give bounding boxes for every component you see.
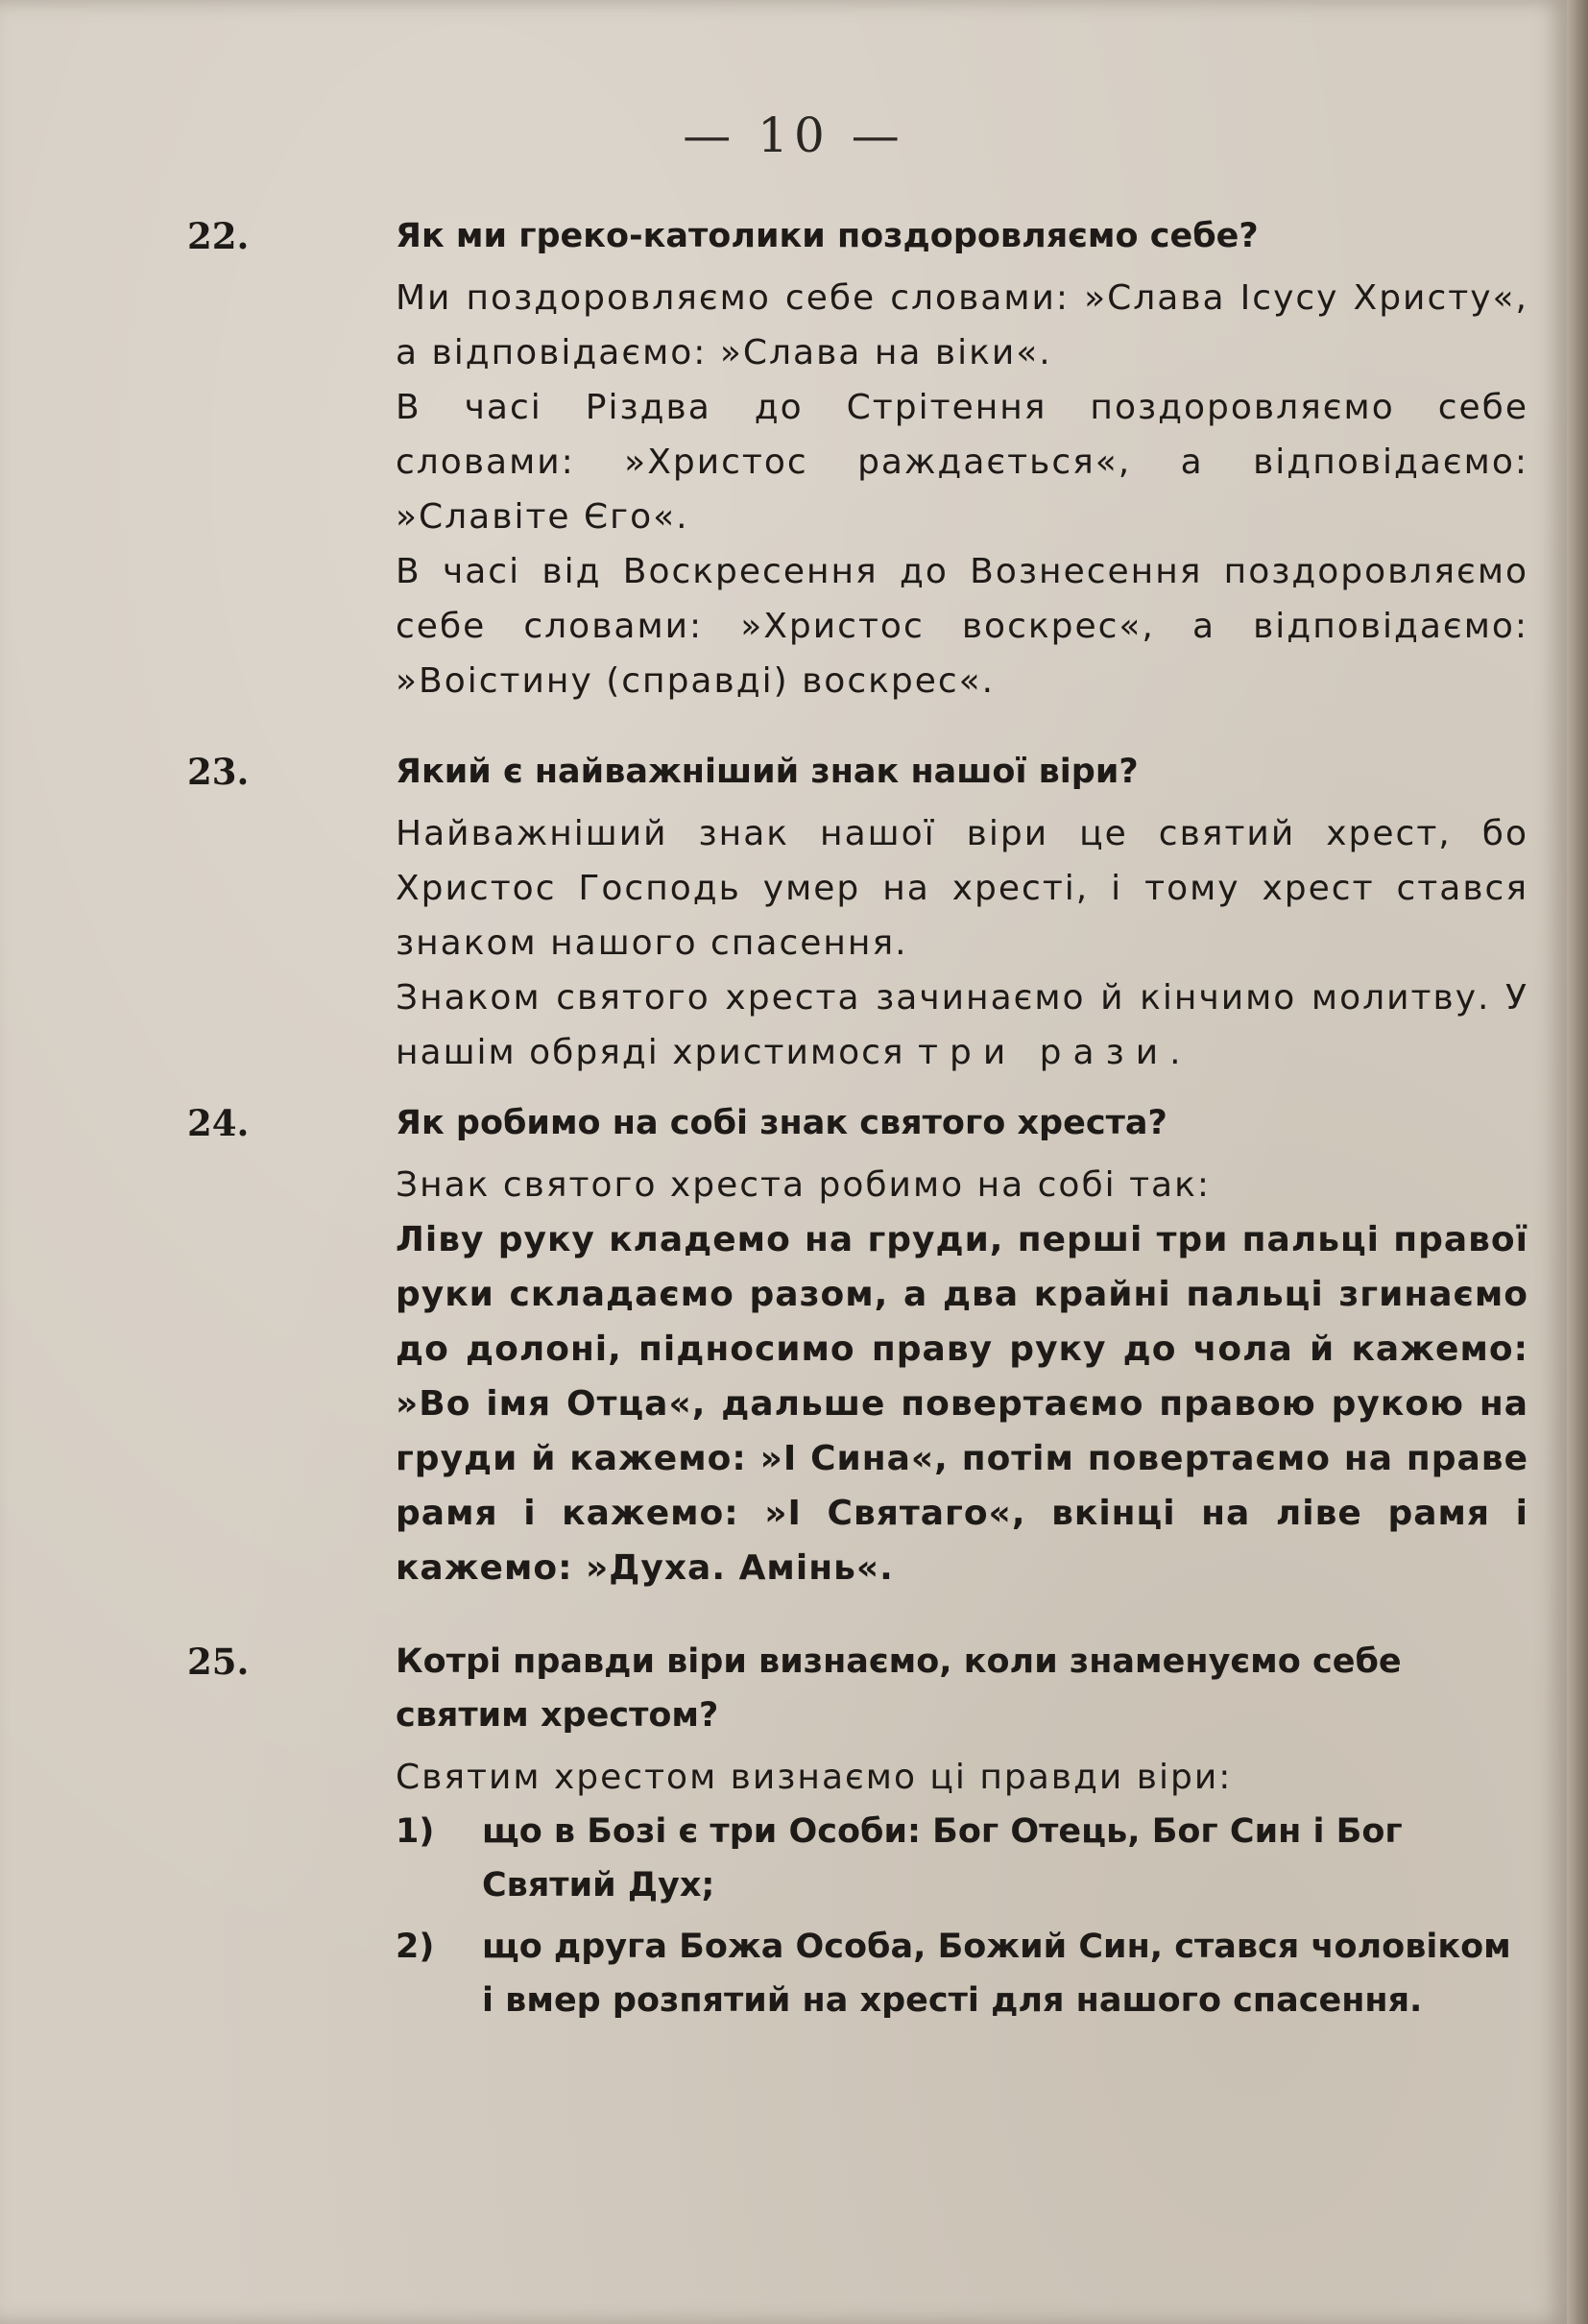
question-text: Який є найважніший знак нашої віри? (396, 753, 1139, 791)
question-block-24 (187, 1096, 1528, 1595)
answer-paragraph: В часі Різдва до Стрітення поздоровляємо себе словами: »Христос раждається«, а відповідаємо: »Славіте Єго«. (396, 388, 1528, 537)
answer-text (396, 1158, 1528, 1595)
answer-paragraph: Знак святого хреста робимо на собі так: (396, 1165, 1211, 1205)
answer-paragraph: Ліву руку кладемо на груди, перші три пальці правої руки складаємо разом, а два крайні пальці згинаємо до долоні, підносимо праву руку до чола й кажемо: »Во імя Отца«, дальше повертаємо правою рукою на груди й кажемо: »І Сина«, потім повертаємо на праве рамя і кажемо: »І Святаго«, вкінці на ліве рамя і кажемо: »Духа. Амінь«. (396, 1220, 1528, 1588)
page-edge (1567, 0, 1588, 2324)
answer-paragraph (396, 970, 1528, 1080)
list-item (396, 1805, 1528, 1912)
question-number: 24. (187, 1102, 250, 1144)
question-text: Як робимо на собі знак святого хреста? (396, 1104, 1167, 1142)
list-item-label: 1) (396, 1812, 435, 1851)
answer-paragraph: В часі від Воскресення до Вознесення поздоровляємо себе словами: »Христос воскрес«, а відповідаємо: »Воістину (справді) воскрес«. (396, 552, 1528, 701)
question-number: 22. (187, 215, 250, 257)
question-text: Як ми греко-католики поздоровляємо себе? (396, 217, 1259, 255)
answer-text (396, 1750, 1528, 1805)
question-block-23 (187, 745, 1528, 1080)
answer-paragraph: Святим хрестом визнаємо ці правди віри: (396, 1758, 1233, 1797)
emphasized-text: три рази. (918, 1033, 1192, 1072)
question-number: 25. (187, 1641, 250, 1683)
page-number: — 10 — (683, 108, 905, 163)
question-block-22 (187, 209, 1528, 708)
list-item-text: що друга Божа Особа, Божий Син, стався чоловіком і вмер розпятий на хресті для нашого спасення. (482, 1928, 1511, 2020)
answer-paragraph: Найважніший знак нашої віри це святий хрест, бо Христос Господь умер на хресті, і тому хрест стався знаком нашого спасення. (396, 814, 1528, 963)
answer-text (396, 806, 1528, 1080)
list-item-label: 2) (396, 1928, 435, 1966)
question-number: 23. (187, 751, 250, 793)
answer-sentence: Знаком святого хреста зачинаємо й кінчимо молитву. У нашім обряді христимося (396, 978, 1528, 1072)
question-block-25 (187, 1635, 1527, 2027)
list-item-text: що в Бозі є три Особи: Бог Отець, Бог Син і Бог Святий Дух; (482, 1812, 1403, 1905)
answer-text (396, 271, 1528, 708)
answer-paragraph: Ми поздоровляємо себе словами: »Слава Ісусу Христу«, а відповідаємо: »Слава на віки«. (396, 278, 1528, 372)
question-text: Котрі правди віри визнаємо, коли знаменуємо себе святим хрестом? (396, 1642, 1402, 1735)
list-item (396, 1920, 1528, 2027)
